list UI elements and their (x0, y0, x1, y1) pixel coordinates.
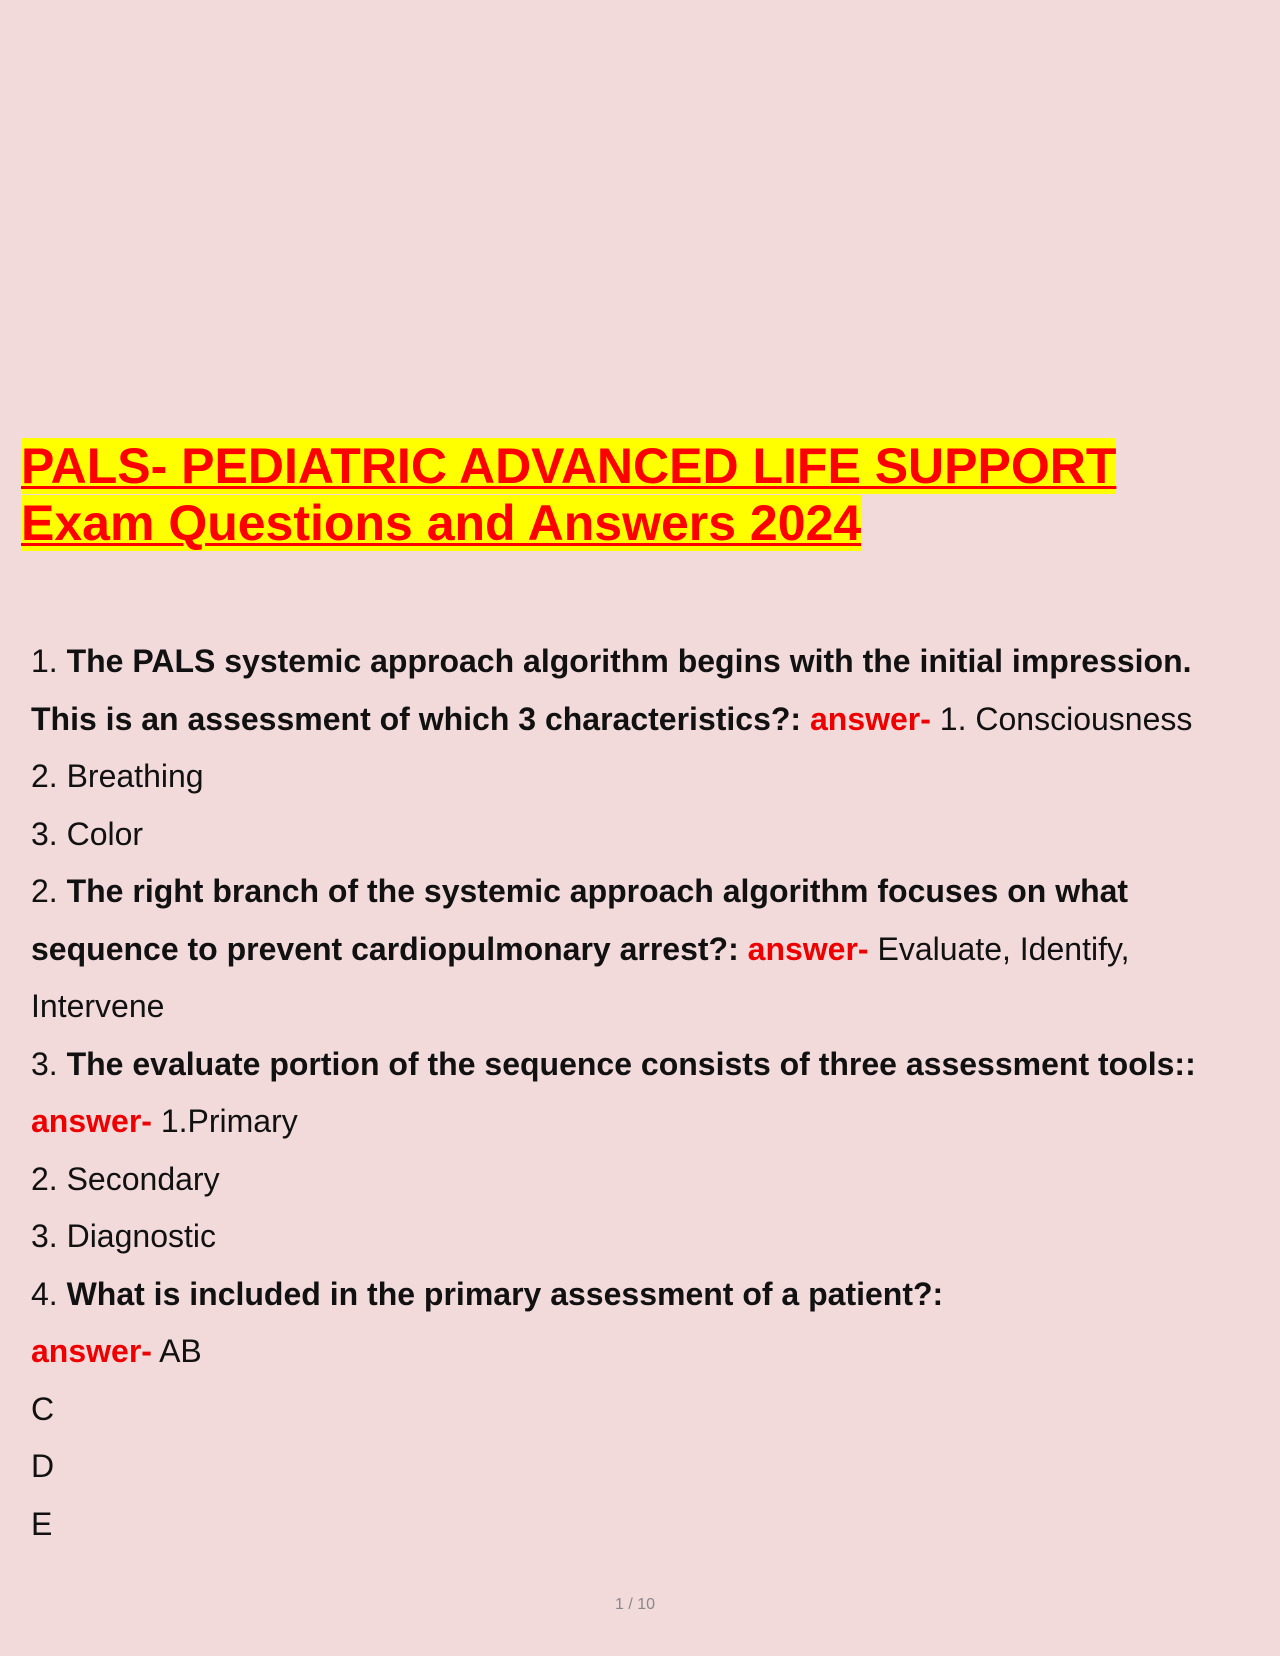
question-3-line-1 (31, 1036, 1256, 1094)
title-line-2: Exam Questions and Answers 2024 (21, 495, 862, 551)
question-number: 1. (31, 643, 58, 679)
answer-label: answer- (31, 1333, 152, 1369)
answer-line: 3. Color (31, 815, 144, 852)
answer-text: Evaluate, Identify, (877, 930, 1130, 967)
answer-line: Intervene (31, 988, 165, 1024)
question-text: sequence to prevent cardiopulmonary arrest?: (31, 930, 739, 967)
answer-text: 1. Consciousness (939, 700, 1193, 737)
question-text: This is an assessment of which 3 characteristics?: (31, 700, 802, 737)
answer-text: 1.Primary (160, 1103, 298, 1139)
question-list (31, 633, 1256, 1553)
question-1-line-2 (31, 691, 1256, 749)
question-2-line-2 (31, 921, 1256, 979)
question-3-answer (31, 1093, 1256, 1151)
question-text: What is included in the primary assessment of a patient?: (66, 1275, 944, 1312)
answer-line: C (31, 1390, 55, 1427)
question-text: The evaluate portion of the sequence consists of three assessment tools:: (66, 1045, 1196, 1082)
question-number: 2. (31, 873, 58, 909)
question-4-line-1 (31, 1266, 1256, 1324)
answer-label: answer- (31, 1103, 152, 1139)
answer-label: answer- (809, 700, 931, 737)
question-text: The PALS systemic approach algorithm begins with the initial impression. (66, 643, 1192, 679)
question-number: 4. (31, 1275, 58, 1312)
question-number: 3. (31, 1045, 58, 1082)
document-title (21, 438, 1251, 552)
answer-line: E (31, 1505, 53, 1542)
answer-label: answer- (747, 930, 869, 967)
page-indicator: 1 / 10 (614, 1596, 656, 1613)
question-4-answer (31, 1323, 1256, 1381)
question-1-line-1 (31, 633, 1256, 691)
answer-line: 3. Diagnostic (31, 1218, 216, 1254)
answer-line: D (31, 1448, 55, 1484)
question-2-line-1 (31, 863, 1256, 921)
title-line-1: PALS- PEDIATRIC ADVANCED LIFE SUPPORT (21, 438, 1117, 494)
answer-line: 2. Breathing (31, 758, 204, 794)
answer-text: AB (159, 1333, 202, 1369)
answer-line: 2. Secondary (31, 1160, 220, 1197)
question-text: The right branch of the systemic approach algorithm focuses on what (66, 873, 1129, 909)
